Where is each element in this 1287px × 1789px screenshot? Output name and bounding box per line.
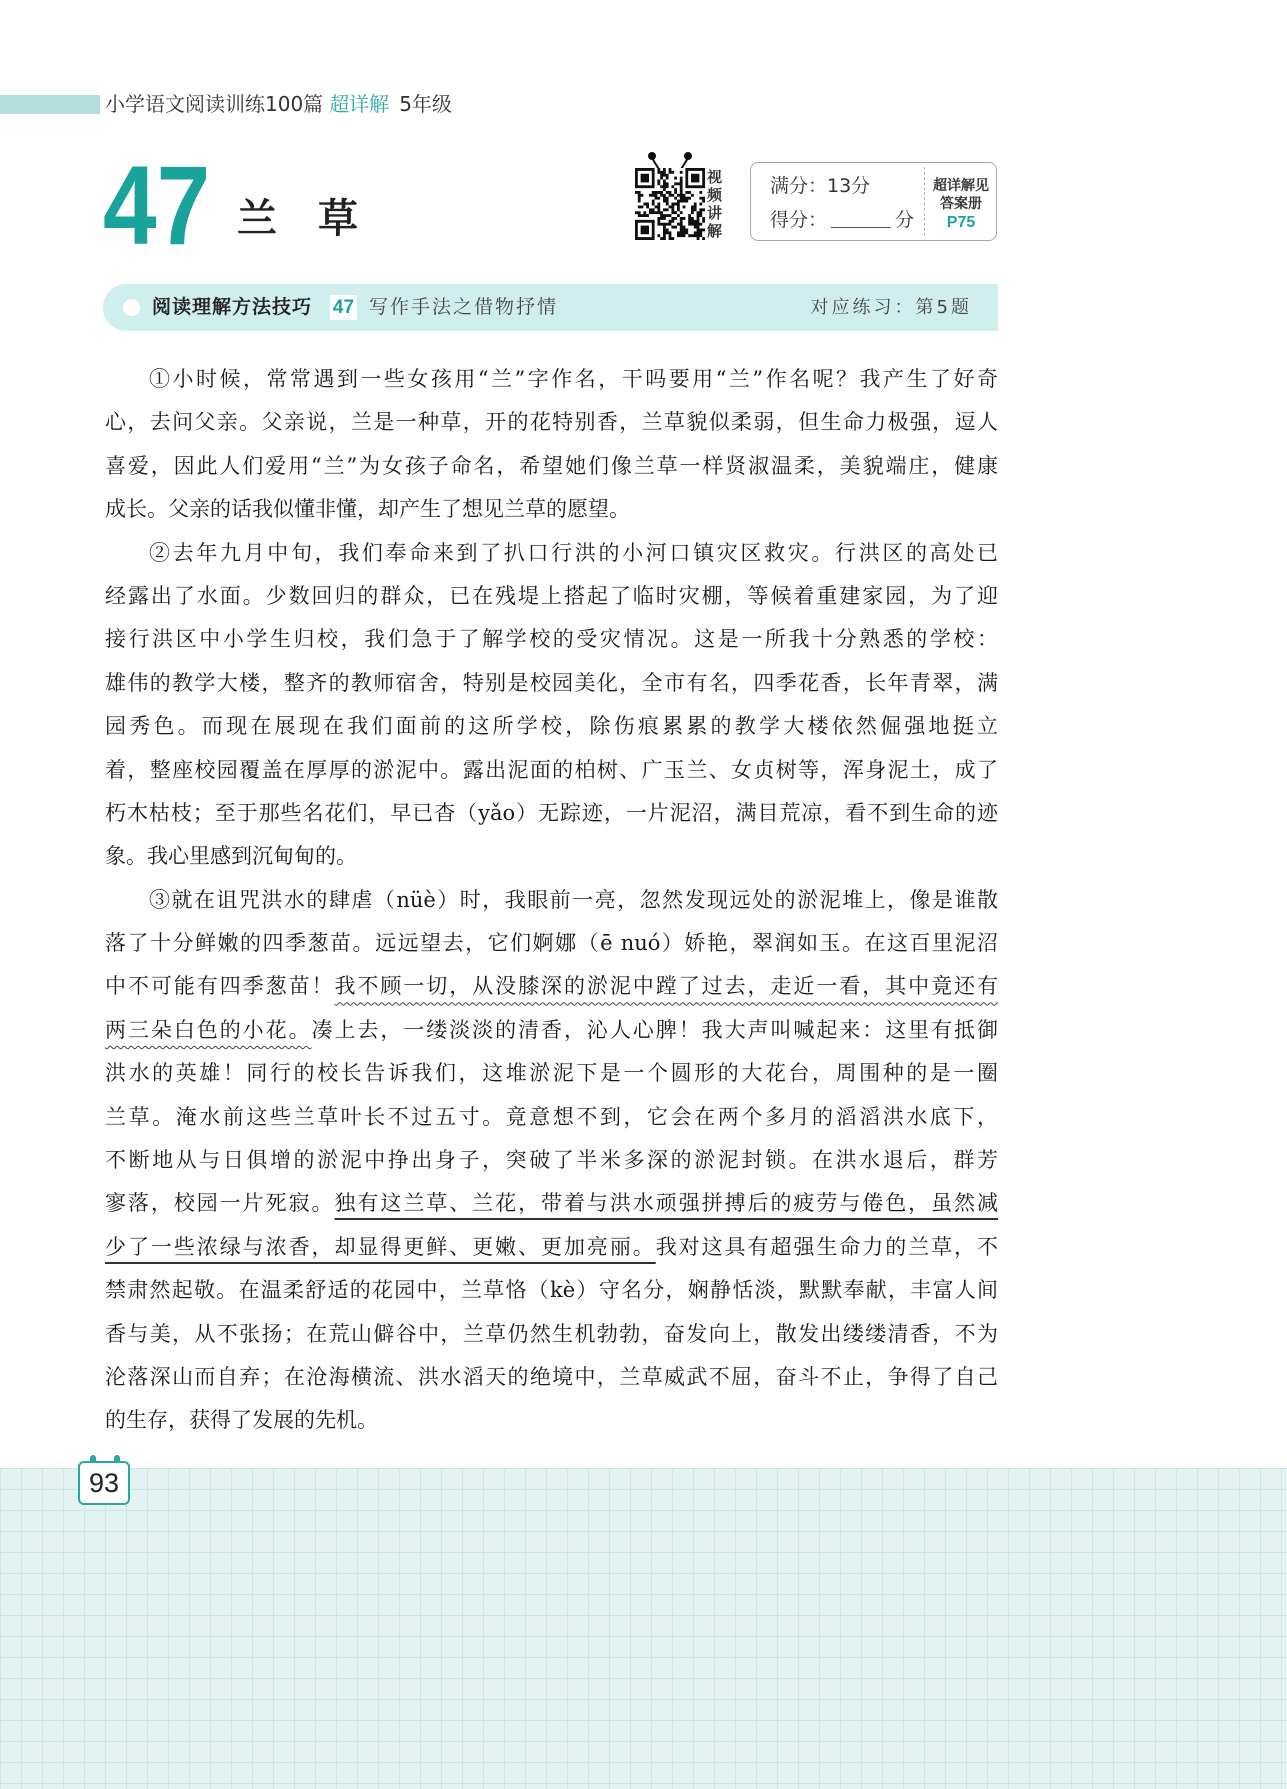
text-line <box>105 1399 998 1442</box>
method-number: 47 <box>330 295 357 320</box>
line-text: 洪水的英雄！同行的校长告诉我们，这堆淤泥下是一个圆形的大花台，周围种的是一圈 <box>105 1061 998 1086</box>
line-text: 不断地从与日俱增的淤泥中挣出身子，突破了半米多深的淤泥封锁。在洪水退后，群芳 <box>105 1148 998 1173</box>
underlined-sentence: 少了一些浓绿与浓香，却显得更鲜、更嫩、更加亮丽。 <box>105 1234 656 1259</box>
line-text: 中不可能有四季葱苗！ <box>105 974 335 999</box>
text-line <box>105 358 998 401</box>
book-series-title <box>105 92 452 116</box>
text-line <box>105 1139 998 1182</box>
paragraph-1 <box>105 358 998 532</box>
footer-grid-band <box>0 1468 1287 1789</box>
text-line <box>105 792 998 835</box>
article-body <box>105 358 998 1443</box>
score-box <box>750 162 997 241</box>
text-line <box>105 965 998 1008</box>
text-line <box>105 1096 998 1139</box>
text-line <box>105 705 998 748</box>
method-topic: 写作手法之借物抒情 <box>369 296 559 318</box>
answer-ref-line2: 答案册 <box>940 196 982 212</box>
line-text: ①小时候，常常遇到一些女孩用“兰”字作名，干吗要用“兰”作名呢？我产生了好奇 <box>149 367 998 391</box>
page-number: 93 <box>78 1461 130 1505</box>
text-line <box>105 445 998 488</box>
text-line <box>105 1356 998 1399</box>
line-text: 经露出了水面。少数回归的群众，已在残堤上搭起了临时灾棚，等候着重建家园，为了迎 <box>105 583 998 608</box>
method-label: 阅读理解方法技巧 <box>152 296 313 318</box>
text-line <box>105 835 998 878</box>
line-text: 心，去问父亲。父亲说，兰是一种草，开的花特别香，兰草貌似柔弱，但生命力极强，逗人 <box>105 410 998 435</box>
line-text: 雄伟的教学大楼，整齐的教师宿舍，特别是校园美化，全市有名，四季花香，长年青翠，满 <box>105 670 998 695</box>
score-blank <box>831 209 891 228</box>
answer-page: P75 <box>946 214 976 231</box>
underlined-sentence: 独有这兰草、兰花，带着与洪水顽强拼搏后的疲劳与倦色，虽然减 <box>334 1191 999 1216</box>
full-score: 满分：13分 <box>770 175 871 197</box>
method-banner <box>103 284 998 331</box>
line-text: 喜爱，因此人们爱用“兰”为女孩子命名，希望她们像兰草一样贤淑温柔，美貌端庄，健康 <box>105 453 998 478</box>
series-name: 小学语文阅读训练100篇 <box>105 92 324 116</box>
text-line <box>105 1052 998 1095</box>
line-text: 象。我心里感到沉甸甸的。 <box>105 844 357 869</box>
wavy-underlined-sentence: 我不顾一切，从没膝深的淤泥中蹚了过去，走近一看，其中竟还有 <box>334 974 999 999</box>
qr-code-icon <box>635 168 705 240</box>
lesson-number: 47 <box>103 143 211 268</box>
text-line <box>105 575 998 618</box>
text-line <box>105 401 998 444</box>
series-edition: 超详解 <box>329 92 390 116</box>
practice-reference: 对应练习：第5题 <box>810 297 972 318</box>
paragraph-3 <box>105 879 998 1443</box>
text-line <box>105 922 998 965</box>
line-text: 的生存，获得了发展的先机。 <box>105 1408 378 1433</box>
text-line <box>105 749 998 792</box>
bullet-dot-icon <box>123 299 140 316</box>
text-line <box>105 1313 998 1356</box>
line-text: 园秀色。而现在展现在我们面前的这所学校，除伤痕累累的教学大楼依然倔强地挺立 <box>105 714 998 739</box>
score-divider <box>924 167 925 236</box>
video-explanation-label: 视频讲解 <box>705 169 723 241</box>
line-text: 落了十分鲜嫩的四季葱苗。远远望去，它们婀娜（ē nuó）娇艳，翠润如玉。在这百里泥沼 <box>105 931 998 956</box>
line-text: 寥落，校园一片死寂。 <box>105 1191 335 1216</box>
answer-ref-line1: 超详解见 <box>933 178 989 194</box>
obtained-score-label: 得分： <box>770 209 828 231</box>
wavy-underlined-sentence: 两三朵白色的小花。 <box>105 1017 312 1042</box>
line-text: 着，整座校园覆盖在厚厚的淤泥中。露出泥面的柏树、广玉兰、女贞树等，浑身泥土，成了 <box>105 757 998 782</box>
text-line <box>105 532 998 575</box>
text-line <box>105 618 998 661</box>
text-line <box>105 662 998 705</box>
line-text: 我对这具有超强生命力的兰草，不 <box>655 1234 998 1259</box>
text-line <box>105 879 998 922</box>
obtained-score-unit: 分 <box>895 209 915 231</box>
line-text: 接行洪区中小学生归校，我们急于了解学校的受灾情况。这是一所我十分熟悉的学校： <box>105 627 998 652</box>
line-text: ③就在诅咒洪水的肆虐（nüè）时，我眼前一亮，忽然发现远处的淤泥堆上，像是谁散 <box>149 887 998 912</box>
header-accent-bar <box>0 95 100 114</box>
text-line <box>105 488 998 531</box>
line-text: 朽木枯枝；至于那些名花们，早已杳（yǎo）无踪迹，一片泥沼，满目荒凉，看不到生命的迹 <box>105 800 998 825</box>
text-line <box>105 1226 998 1269</box>
line-text: ②去年九月中旬，我们奉命来到了扒口行洪的小河口镇灾区救灾。行洪区的高处已 <box>149 540 998 565</box>
line-text: 凑上去，一缕淡淡的清香，沁人心脾！我大声叫喊起来：这里有抵御 <box>311 1017 999 1042</box>
line-text: 兰草。淹水前这些兰草叶长不过五寸。竟意想不到，它会在两个多月的滔滔洪水底下， <box>105 1104 998 1129</box>
series-grade: 5年级 <box>399 92 452 116</box>
text-line <box>105 1269 998 1312</box>
paragraph-2 <box>105 532 998 879</box>
line-text: 成长。父亲的话我似懂非懂，却产生了想见兰草的愿望。 <box>105 497 630 522</box>
line-text: 禁肃然起敬。在温柔舒适的花园中，兰草恪（kè）守名分，娴静恬淡，默默奉献，丰富人间 <box>105 1278 998 1303</box>
line-text: 沦落深山而自弃；在沧海横流、洪水滔天的绝境中，兰草威武不屈，奋斗不止，争得了自己 <box>105 1364 998 1389</box>
text-line <box>105 1182 998 1225</box>
text-line <box>105 1009 998 1052</box>
line-text: 香与美，从不张扬；在荒山僻谷中，兰草仍然生机勃勃，奋发向上，散发出缕缕清香，不为 <box>105 1321 998 1346</box>
lesson-title: 兰草 <box>237 196 399 242</box>
obtained-score <box>770 208 914 232</box>
